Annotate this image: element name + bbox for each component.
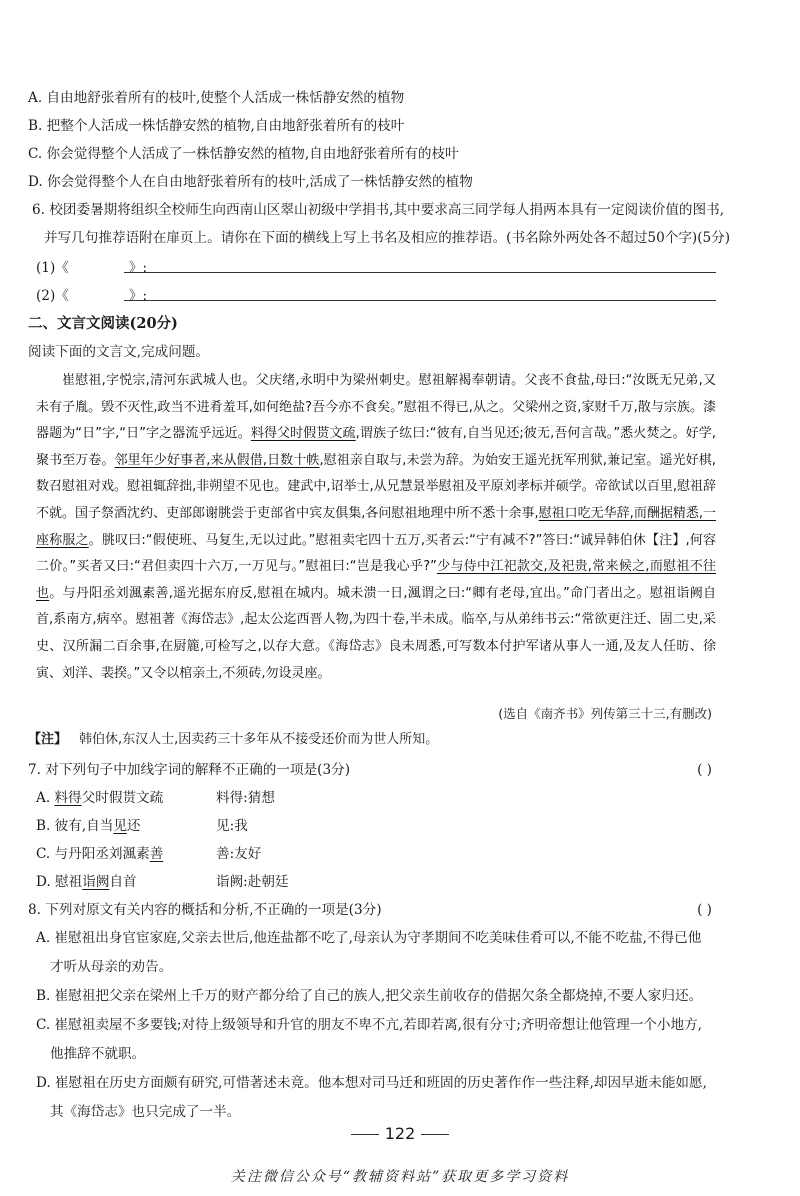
- option-text: B. 彼有,自当: [36, 818, 114, 834]
- passage-source: (选自《南齐书》列传第三十三,有删改): [498, 706, 712, 721]
- q6-stem-line2: 并写几句推荐语附在扉页上。请你在下面的横线上写上书名及相应的推荐语。(书名除外两处各不超过50个字)(5分): [44, 230, 731, 246]
- page-number: [0, 1124, 800, 1143]
- option-text: 还: [126, 818, 141, 834]
- passage-text: 。朓叹曰:“假使班、马复生,无以过此。”慰祖卖宅四十五万,买者云:“宁有减不?”答曰:“诚异韩伯休【注】,何容二价。”买者又曰:“君但卖四十六万,一万见与。”慰祖曰:“岂是我心乎?”: [36, 532, 716, 575]
- section-title: 二、文言文阅读(20分): [28, 315, 178, 332]
- underlined-sentence: 料得父时假贳文疏: [250, 426, 356, 442]
- page-number-value: 122: [384, 1124, 416, 1143]
- q8-option-c-line1: C. 崔慰祖卖屋不多要钱;对待上级领导和升官的朋友不卑不亢,若即若离,很有分寸;齐明帝想让他管理一个小地方,: [36, 1017, 702, 1033]
- passage-text: 。与丹阳丞刘渢素善,遥光据东府反,慰祖在城内。城未溃一日,渢谓之曰:“卿有老母,宜出。”命门者出之。慰祖诣阙自首,系南方,病卒。慰祖著《海岱志》,起太公迄西晋人物,为四十卷,半未成。临卒,与从弟纬书云:“常欲更注迁、固二史,采史、汉所漏二百余事,在厨簏,可检写之,以存大意。《海岱志》良未周悉,可写数本付护军诸从事人一通,及友人任昉、徐寅、刘洋、裴揆。”又令以棺亲土,不须砖,勿设灵座。: [36, 585, 716, 681]
- option-text: 父时假贳文疏: [81, 790, 164, 806]
- q7-stem: 7. 对下列句子中加线字词的解释不正确的一项是(3分): [28, 762, 351, 778]
- q6-blank-1-prefix: (1)《: [36, 260, 69, 276]
- q8-answer-paren[interactable]: ( ): [697, 902, 712, 918]
- answer-line-1[interactable]: [124, 272, 716, 273]
- q7-answer-paren[interactable]: ( ): [697, 762, 712, 778]
- underlined-word: 料得: [54, 790, 82, 806]
- footnote-text: 韩伯休,东汉人士,因卖药三十多年从不接受还价而为世人所知。: [79, 732, 439, 747]
- classical-passage: [36, 368, 716, 687]
- underlined-sentence: 邻里年少好事者,来从假借,日数十帙: [114, 452, 320, 468]
- option-text: A.: [36, 790, 55, 806]
- q7-option-b-explanation: 见:我: [216, 818, 248, 834]
- option-text: 自首: [109, 874, 137, 890]
- q7-option-a: [36, 788, 163, 808]
- q8-option-a-line2: 才听从母亲的劝告。: [50, 959, 173, 975]
- passage-text: 崔慰祖,字悦宗,清河东武城人也。父庆绪,永明中为梁州刺史。慰祖解褐奉朝请。父丧不食盐,母曰:“汝既无兄弟,又未有子胤。毁不灭性,政当不进肴羞耳,如何绝盐?吾今亦不食矣。”慰祖不得已,从之。父梁州之资,家财千万,散与宗族。漆器题为“日”字,“日”字之器流乎远近。: [36, 373, 716, 442]
- q8-stem: 8. 下列对原文有关内容的概括和分析,不正确的一项是(3分): [28, 902, 382, 918]
- q5-option-a: A. 自由地舒张着所有的枝叶,使整个人活成一株恬静安然的植物: [28, 90, 405, 106]
- underlined-word: 善: [149, 846, 164, 862]
- q7-option-c-explanation: 善:友好: [216, 846, 262, 862]
- footnote: [28, 730, 438, 750]
- page-number-dash-right: [421, 1134, 449, 1135]
- option-text: C. 与丹阳丞刘渢素: [36, 846, 150, 862]
- answer-line-2[interactable]: [124, 300, 716, 301]
- q8-options: [36, 924, 716, 1127]
- q8-option-b: B. 崔慰祖把父亲在梁州上千万的财产都分给了自己的族人,把父亲生前收存的借据欠条全都烧掉,不要人家归还。: [36, 988, 703, 1004]
- q8-option-d-line2: 其《海岱志》也只完成了一半。: [50, 1104, 241, 1120]
- section-instruction: 阅读下面的文言文,完成问题。: [28, 344, 210, 360]
- passage-text: ,慰祖亲自取与,未尝为辞。为始安王遥光抚军刑狱,兼记室。遥光好棋,数召慰祖对戏。慰祖辄辞拙,非朔望不见也。建武中,诏举士,从兄慧景举慰祖及平原刘孝标并硕学。帝欲试以百里,慰祖辞不就。国子祭酒沈约、吏部郎谢朓尝于吏部省中宾友俱集,各问慰祖地理中所不悉十余事,: [36, 452, 717, 521]
- q7-option-c: [36, 844, 163, 864]
- q6-blank-2-suffix: 》:: [128, 288, 148, 304]
- q7-option-b: [36, 816, 141, 836]
- q5-option-b: B. 把整个人活成一株恬静安然的植物,自由地舒张着所有的枝叶: [28, 118, 405, 134]
- page-number-dash-left: [351, 1134, 379, 1135]
- q6-blank-1: [36, 258, 147, 278]
- q6-stem-line1: 6. 校团委暑期将组织全校师生向西南山区翠山初级中学捐书,其中要求高三同学每人捐两本具有一定阅读价值的图书,: [32, 202, 725, 218]
- q7-option-a-explanation: 料得:猜想: [216, 790, 275, 806]
- q8-option-d-line1: D. 崔慰祖在历史方面颇有研究,可惜著述未竟。他本想对司马迁和班固的历史著作作一些注释,却因早逝未能如愿,: [36, 1075, 707, 1091]
- underlined-sentence: 慰祖口吃无华辞,而酬据精悉,一座称服之: [36, 505, 717, 548]
- option-text: D. 慰祖: [36, 874, 83, 890]
- underlined-word: 诣阙: [82, 874, 110, 890]
- q6-blank-2: [36, 286, 147, 306]
- underlined-word: 见: [113, 818, 127, 834]
- footnote-label: 【注】: [28, 732, 68, 747]
- q5-option-d: D. 你会觉得整个人在自由地舒张着所有的枝叶,活成了一株恬静安然的植物: [28, 174, 473, 190]
- q7-option-d: [36, 872, 137, 892]
- underlined-sentence: 少与侍中江祀款交,及祀贵,常来候之,而慰祖不往也: [36, 559, 717, 601]
- q5-option-c: C. 你会觉得整个人活成了一株恬静安然的植物,自由地舒张着所有的枝叶: [28, 146, 459, 162]
- q8-option-c-line2: 他推辞不就职。: [50, 1046, 146, 1062]
- q6-blank-2-prefix: (2)《: [36, 288, 69, 304]
- q8-option-a-line1: A. 崔慰祖出身官宦家庭,父亲去世后,他连盐都不吃了,母亲认为守孝期间不吃美味佳肴可以,不能不吃盐,不得已他: [36, 930, 702, 946]
- passage-text: ,谓族子纮曰:“彼有,自当见还;彼无,吾何言哉。”悉火焚之。好学,聚书至万卷。: [36, 426, 716, 468]
- q6-blank-1-suffix: 》:: [128, 260, 148, 276]
- q7-option-d-explanation: 诣阙:赴朝廷: [216, 874, 289, 890]
- footer-watermark-text: 关注微信公众号“教辅资料站”获取更多学习资料: [230, 1169, 570, 1185]
